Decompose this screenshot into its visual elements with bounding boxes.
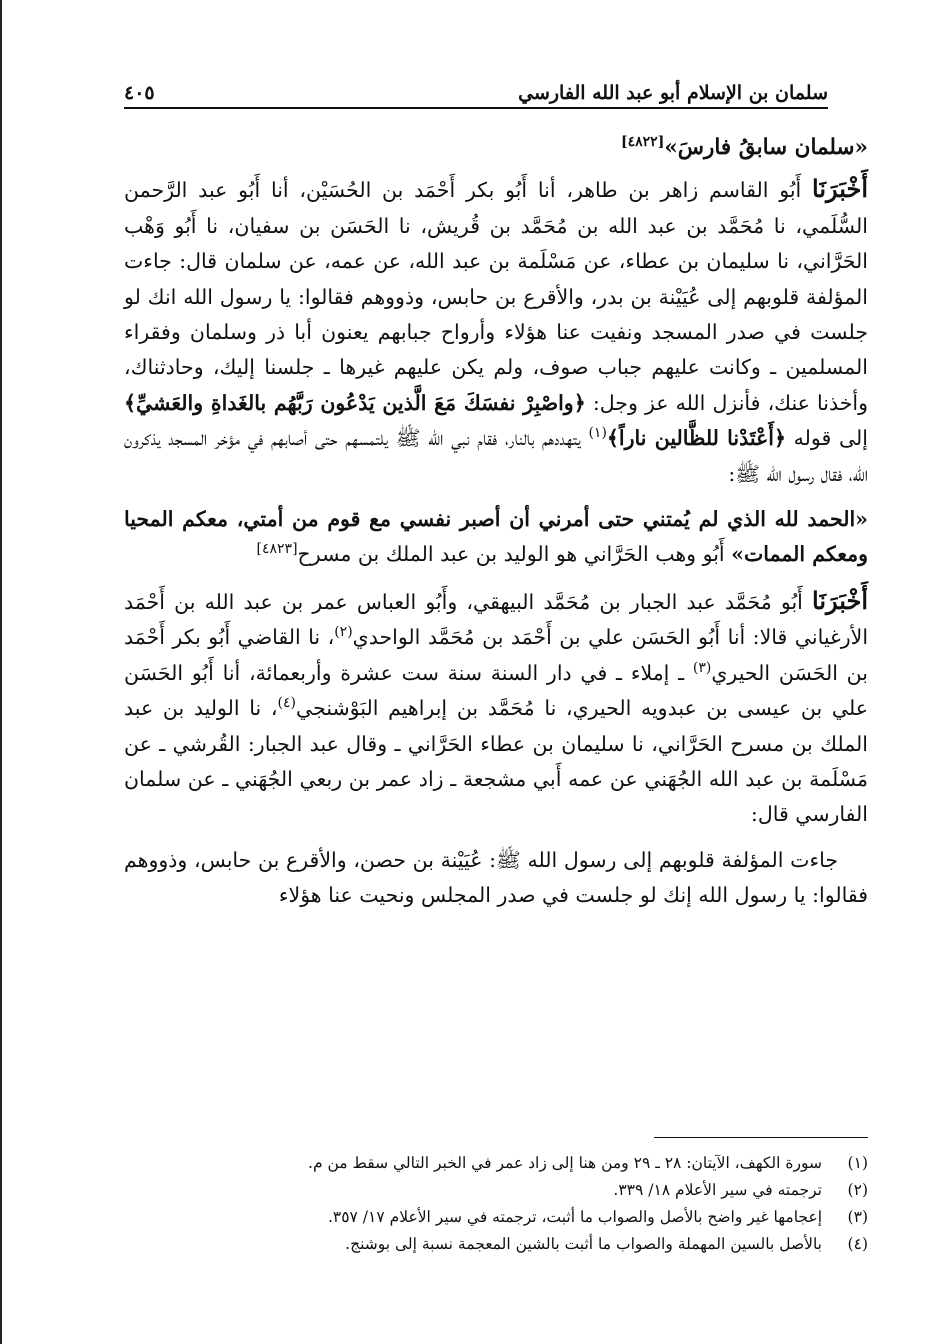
footnote-marker: (٢) (334, 624, 353, 641)
entry-ref: [٤٨٢٢] (620, 133, 665, 150)
footnote-text: ترجمته في سير الأعلام ١٨/ ٣٣٩. (613, 1181, 822, 1199)
footnote-marker: (١) (588, 425, 607, 442)
footnote (124, 1204, 868, 1231)
page-number: ٤٠٥ (124, 82, 155, 104)
paragraph-text: أَبُو مُحَمَّد عبد الجبار بن مُحَمَّد البيهقي، وأَبُو العباس عمر بن عبد الله بن أَحْمَد الأرغياني قالا: أنا أَبُو الحَسَن علي بن أَحْمَد بن مُحَمَّد الواحدي (124, 589, 869, 650)
hadith-paragraph (124, 502, 868, 573)
entry-heading (124, 130, 868, 165)
paragraph-text: إلى قوله (786, 426, 868, 451)
main-text (124, 130, 868, 914)
paragraph-text: ـ إملاء ـ في دار السنة سنة ست عشرة وأربعمائة، أنا أَبُو الحَسَن علي بن عيسى بن عبدويه الحيري، نا مُحَمَّد بن إبراهيم البَوْشنجي (124, 660, 869, 721)
narrator-note: أَبُو وهب الحَرَّاني هو الوليد بن عبد الملك بن مسرح (297, 542, 732, 567)
paragraph-text: ، نا الوليد بن عبد الملك بن مسرح الحَرَّاني، نا سليمان بن عطاء الحَرَّاني ـ وقال عبد الجبار: القُرشي ـ عن مَسْلَمة بن عبد الله الجُهَني عن عمه أَبي مشجعة ـ زاد عمر بن ربعي الجُهَني ـ عن سلمان الفارسي قال: (124, 696, 868, 827)
footnote-text: سورة الكهف، الآيتان: ٢٨ ـ ٢٩ ومن هنا إلى زاد عمر في الخبر التالي سقط من م. (308, 1154, 822, 1172)
paragraph-2 (124, 583, 868, 833)
paragraph-text: ، نا القاضي أَبُو بكر أَحْمَد بن الحَسَن الحيري (124, 625, 868, 685)
footnote (124, 1150, 868, 1177)
paragraph-text: أَبُو القاسم زاهر بن طاهر، أنا أَبُو بكر أَحْمَد بن الحُسَيْن، أنا أَبُو عبد الرَّحمن السُّلَمي، نا مُحَمَّد بن عبد الله بن مُحَمَّد بن قُريش، نا الحَسَن بن سفيان، نا أَبُو وَهْب الحَرَّاني، نا سليمان بن عطاء، عن مَسْلَمة بن عبد الله، عن عمه، عن سلمان قال: جاءت المؤلفة قلوبهم إلى عُيَيْنة بن بدر، والأقرع بن حابس، وذووهم فقالوا: يا رسول الله انك لو جلست في صدر المسجد ونفيت عنا هؤلاء وأرواح جبابهم يعنون أبا ذر وسلمان وفقراء المسلمين ـ وكانت عليهم جباب صوف، ولم يكن عليهم غيرها ـ جلسنا إليك، وحادثناك، وأخذنا عنك، فأنزل الله عز وجل: (124, 178, 868, 415)
page-edge-line (0, 0, 2, 1344)
footnote-marker: (٤) (277, 695, 296, 712)
paragraph-lead: أَخْبَرَنَا (812, 585, 868, 615)
header-rule (124, 107, 828, 109)
footnote-number: (٢) (847, 1181, 868, 1199)
paragraph-1 (124, 171, 868, 492)
entry-ref: [٤٨٢٣] (256, 541, 298, 558)
paragraph-3 (124, 843, 868, 914)
footnote-rule (654, 1137, 868, 1138)
paragraph-text: يتهددهم بالنار، فقام نبي الله ﷺ يلتمسهم حتى أصابهم في مؤخر المسجد يذكرون الله، فقال رسول الله ﷺ: (124, 426, 868, 486)
page-header (124, 60, 828, 104)
footnote-number: (٣) (847, 1208, 868, 1226)
footnote-number: (١) (847, 1154, 868, 1172)
quran-verse: ﴿واصْبِرْ نفسَكَ مَعَ الَّذين يَدْعُون رَبَّهُم بالغَداةِ والعَشيِّ﴾ (124, 390, 586, 415)
quran-verse: ﴿أَعْتَدْنا للظَّالين ناراً﴾ (606, 426, 787, 451)
footnotes (124, 1150, 868, 1258)
footnote (124, 1231, 868, 1258)
footnote-text: بالأصل بالسين المهملة والصواب ما أثبت بالشين المعجمة نسبة إلى بوشنج. (345, 1235, 822, 1253)
entry-quote: «سلمان سابقُ فارسَ» (664, 135, 868, 160)
running-title: سلمان بن الإسلام أبو عبد الله الفارسي (518, 82, 828, 104)
paragraph-text: جاءت المؤلفة قلوبهم إلى رسول الله ﷺ: عُيَيْنة بن حصن، والأقرع بن حابس، وذووهم فقالوا: يا رسول الله إنك لو جلست في صدر المجلس ونحيت عنا هؤلاء (124, 847, 868, 908)
footnote (124, 1177, 868, 1204)
footnote-text: إعجامها غير واضح بالأصل والصواب ما أثبت، ترجمته في سير الأعلام ١٧/ ٣٥٧. (327, 1208, 822, 1226)
footnote-marker: (٣) (692, 659, 712, 676)
hadith-text: «الحمد لله الذي لم يُمتني حتى أمرني أن أصبر نفسي مع قوم من أمتي، معكم المحيا ومعكم الممات» (124, 507, 868, 567)
footnote-number: (٤) (847, 1235, 868, 1253)
paragraph-lead: أَخْبَرَنَا (812, 174, 868, 204)
